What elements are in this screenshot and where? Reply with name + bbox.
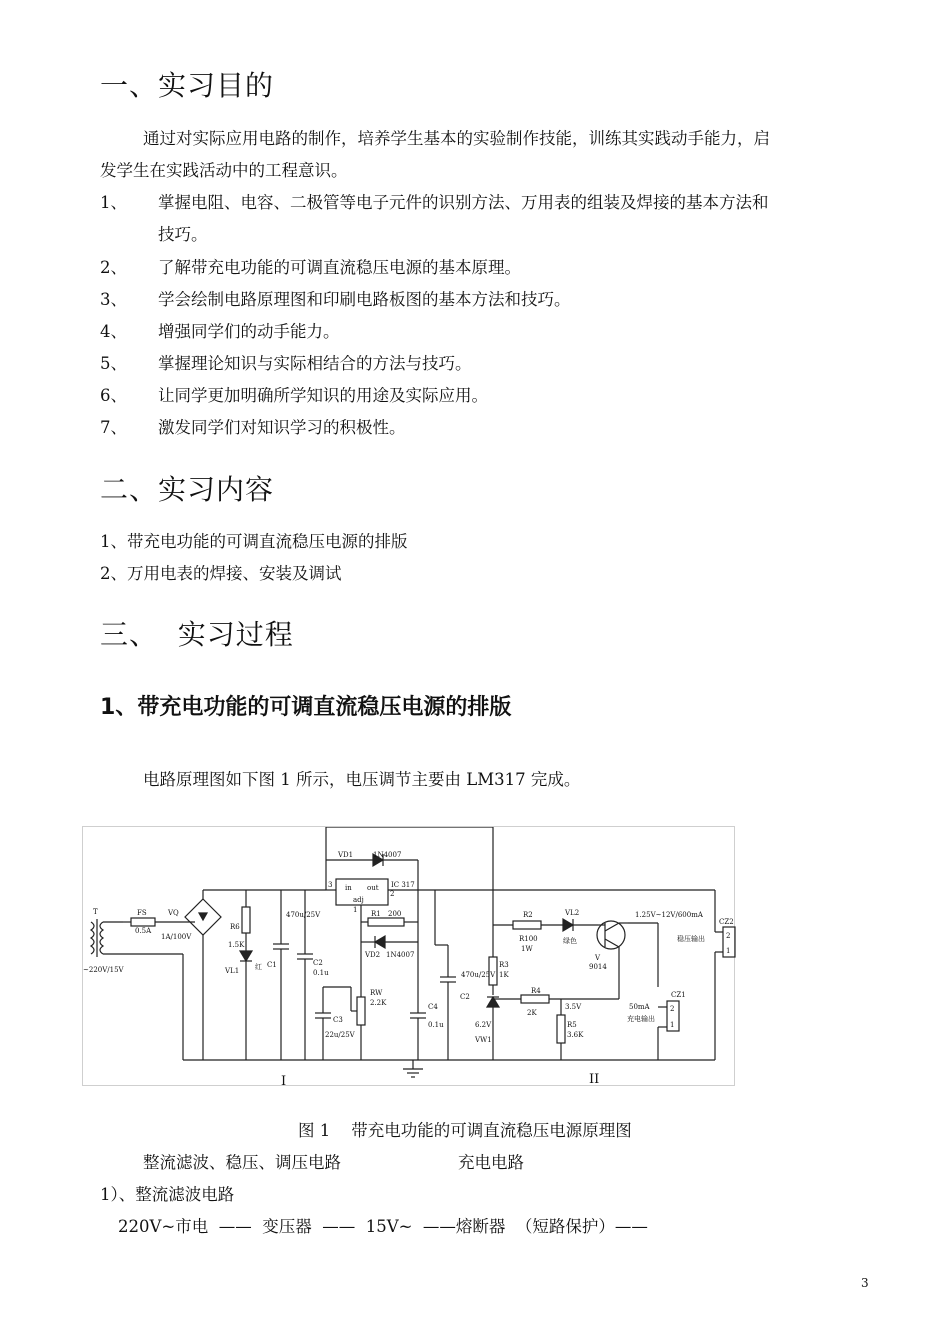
list-item-text: 激发同学们对知识学习的积极性。 [158,418,406,437]
list-item-text: 让同学更加明确所学知识的用途及实际应用。 [158,386,488,405]
label-pin3: 3 [328,881,333,889]
label-vd1: VD1 [338,851,354,859]
label-c4-value: 0.1u [428,1021,444,1029]
list-item-continuation: 技巧。 [158,225,208,244]
label-cz2: CZ2 [719,918,734,926]
label-r3-value: 1K [499,971,509,979]
label-vq: VQ [168,909,179,917]
content-item: 2、万用电表的焊接、安装及调试 [100,564,342,583]
label-ic-out: out [367,884,379,892]
section-3-heading: 三、 实习过程 [100,618,294,651]
list-item-number: 5、 [100,354,127,373]
label-c2a: C2 [313,959,323,967]
list-item-text: 增强同学们的动手能力。 [158,322,340,341]
label-vq-value: 1A/100V [161,933,192,941]
label-r2-watt: 1W [521,945,533,953]
list-item [100,350,472,374]
list-item [100,318,340,342]
list-item-number: 2、 [100,258,127,277]
label-ic: IC 317 [391,881,415,889]
label-r4: R4 [531,987,541,995]
label-vd2: VD2 [365,951,381,959]
list-item-number: 1、 [100,193,127,212]
label-rw: RW [370,989,383,997]
label-vl1-color: 红 [255,963,262,971]
label-vw1-value: 6.2V [475,1021,492,1029]
flow-line: 220V~市电 —— 变压器 —— 15V~ ——熔断器 （短路保护）—— [118,1217,648,1236]
label-vd1-value: 1N4007 [373,851,402,859]
label-c2b: C2 [460,993,470,1001]
label-fs: FS [137,909,147,917]
label-cz1-pin2: 2 [670,1005,675,1013]
label-ic-adj: adj [353,896,364,904]
label-r5-value: 3.6K [567,1031,584,1039]
label-r2: R2 [523,911,533,919]
label-c2b-value: 470u/25V [461,971,496,979]
label-cz2-pin2: 2 [726,932,731,940]
label-fs-value: 0.5A [135,927,152,935]
label-r1: R1 [371,910,381,918]
label-r6-value: 1.5K [228,941,245,949]
list-item [100,382,488,406]
label-c2a-value: 0.1u [313,969,329,977]
label-c3-value: 22u/25V [325,1031,355,1039]
label-vl2-color: 绿色 [563,937,577,945]
figure-subcaption-right: 充电电路 [458,1153,524,1172]
label-cz2-pin1: 1 [726,947,731,955]
label-r3: R3 [499,961,509,969]
label-vl1: VL1 [225,967,240,975]
intro-line-2: 发学生在实践活动中的工程意识。 [100,161,348,180]
label-roman-2: II [589,1072,600,1087]
list-item-text: 掌握理论知识与实际相结合的方法与技巧。 [158,354,472,373]
schematic-intro: 电路原理图如下图 1 所示，电压调节主要由 LM317 完成。 [143,770,581,789]
list-item [100,286,571,310]
label-c4: C4 [428,1003,438,1011]
label-roman-1: I [281,1074,287,1087]
label-pin2: 2 [390,890,395,898]
label-ac-input: ~220V/15V [83,966,124,974]
label-r5: R5 [567,1021,577,1029]
intro-line-1: 通过对实际应用电路的制作，培养学生基本的实验制作技能，训练其实践动手能力，启 [143,129,770,148]
label-vd2-value: 1N4007 [386,951,415,959]
label-vl2: VL2 [565,909,580,917]
label-r1-value: 200 [388,910,402,918]
section-2-heading: 二、实习内容 [100,473,275,506]
label-v: V [595,954,601,962]
label-v-value: 9014 [589,963,607,971]
figure-caption: 图 1 带充电功能的可调直流稳压电源原理图 [298,1121,632,1140]
list-item-text: 掌握电阻、电容、二极管等电子元件的识别方法、万用表的组装及焊接的基本方法和 [158,193,769,212]
list-item-number: 7、 [100,418,127,437]
label-cz1: CZ1 [671,991,686,999]
label-r6: R6 [230,923,240,931]
circuit-schematic [82,826,735,1086]
subsection-heading [100,690,511,721]
label-output-range: 1.25V~12V/600mA [635,911,703,919]
label-r4-value: 2K [527,1009,537,1017]
page-number: 3 [861,1276,869,1290]
list-item-text: 学会绘制电路原理图和印刷电路板图的基本方法和技巧。 [158,290,571,309]
subsection-number: 1 [100,695,116,720]
label-c1: C1 [267,961,277,969]
label-c1-value: 470u/25V [286,911,321,919]
label-rw-value: 2.2K [370,999,387,1007]
subsection-title: 、带充电功能的可调直流稳压电源的排版 [115,695,512,720]
label-ic-in: in [345,884,352,892]
label-3-5v: 3.5V [565,1003,582,1011]
list-item-number: 3、 [100,290,127,309]
label-r2-value: R100 [519,935,538,943]
label-vw1: VW1 [475,1036,492,1044]
label-cz1-desc: 充电输出 [627,1015,655,1023]
label-t: T [93,908,98,916]
list-item [100,414,406,438]
label-cz1-current: 50mA [629,1003,650,1011]
subsection-rectifier: 1）、整流滤波电路 [100,1185,235,1204]
list-item-text: 了解带充电功能的可调直流稳压电源的基本原理。 [158,258,521,277]
list-item-number: 4、 [100,322,127,341]
label-c3: C3 [333,1016,343,1024]
label-pin1: 1 [353,906,358,914]
list-item [100,254,521,278]
label-cz2-desc: 稳压输出 [677,935,705,943]
content-item: 1、带充电功能的可调直流稳压电源的排版 [100,532,408,551]
section-1-heading: 一、实习目的 [100,69,275,102]
list-item [100,189,769,213]
figure-subcaption-left: 整流滤波、稳压、调压电路 [143,1153,341,1172]
label-cz1-pin1: 1 [670,1021,675,1029]
list-item-number: 6、 [100,386,127,405]
